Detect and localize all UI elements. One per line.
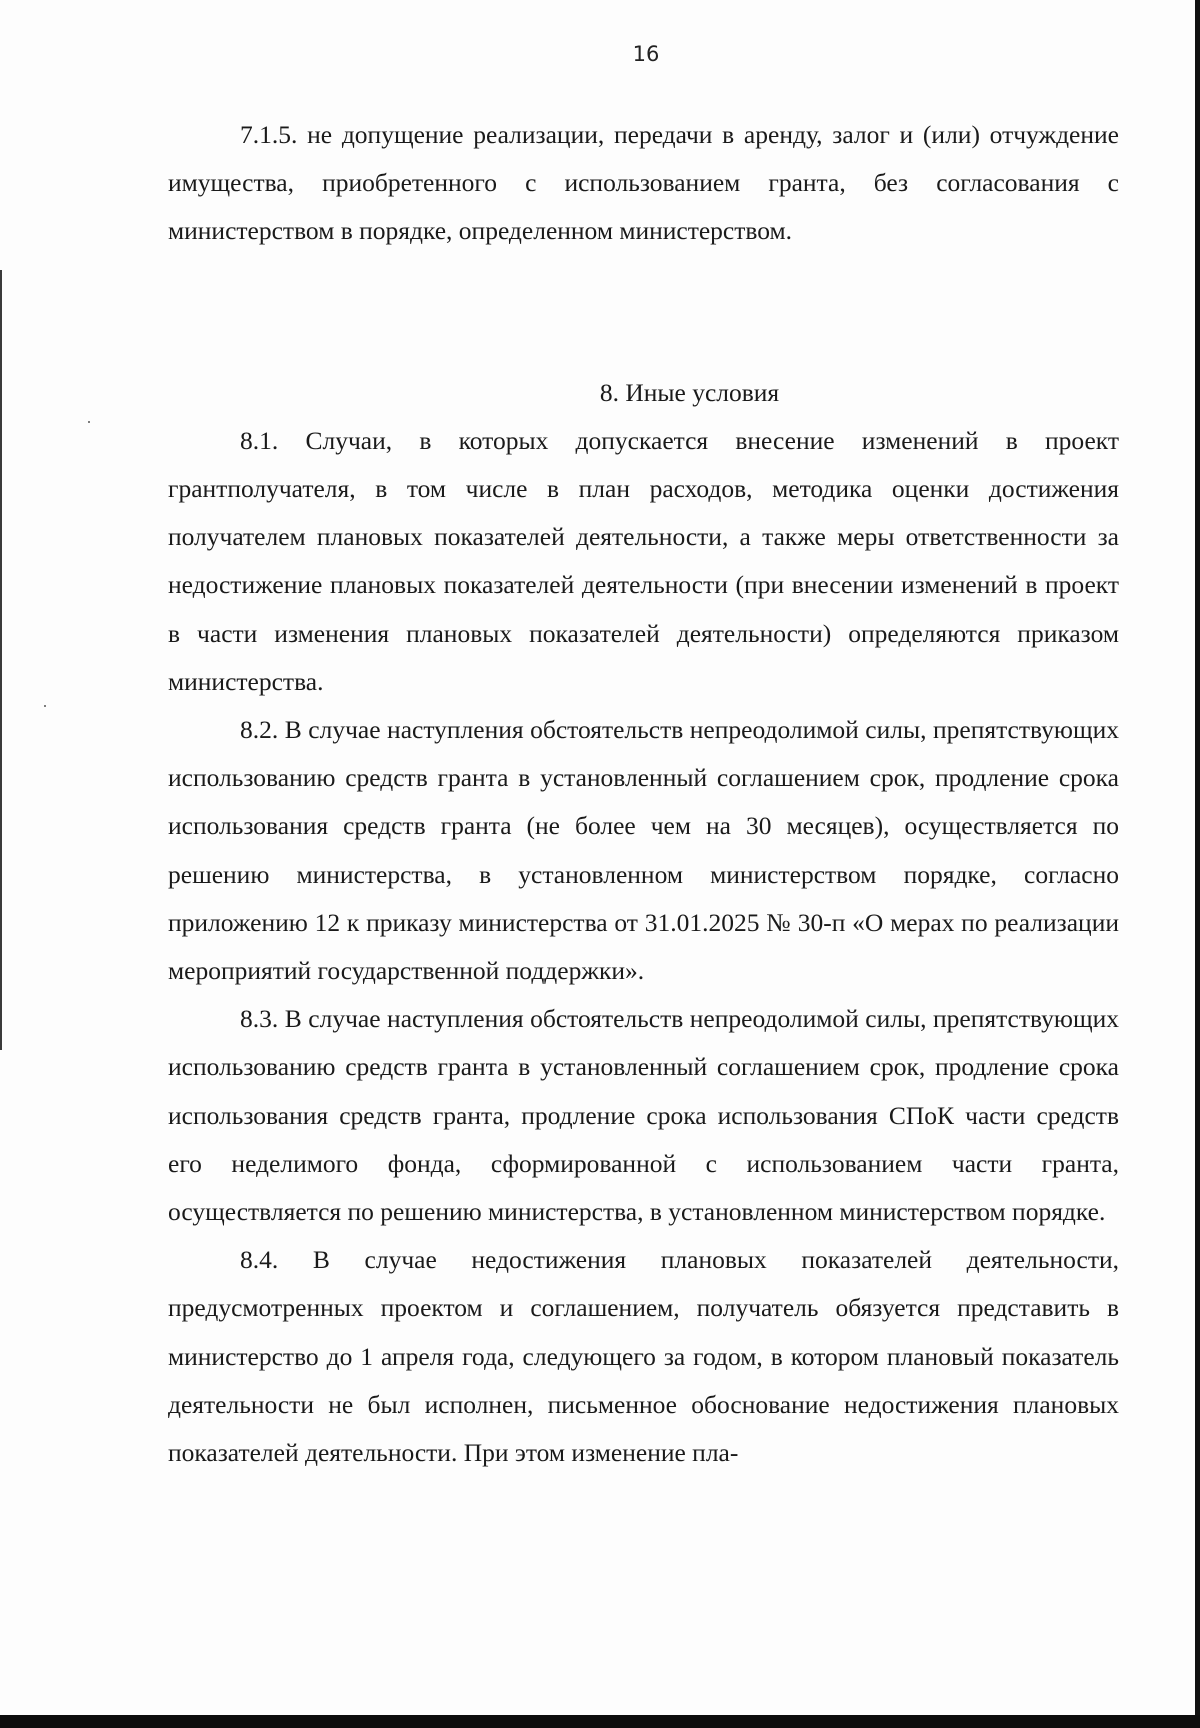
paragraph-8-1: 8.1. Случаи, в которых допускается внесение изменений в проект грантполучателя, в том числе в план расходов, методика оценки достижения получателем плановых показателей деятельности, а также меры ответственности за недостижение плановых показателей деятельности (при внесении изменений в проект в части изменения плановых показателей деятельности) определяются приказом министерства. <box>168 425 1119 696</box>
paragraph-8-3: 8.3. В случае наступления обстоятельств непреодолимой силы, препятствующих использованию средств гранта в установленный соглашением срок, продление срока использования средств гранта, продление срока использования СПоК части средств его неделимого фонда, сформированной с использованием части гранта, осуществляется по решению министерства, в установленном министерством порядке. <box>168 1004 1119 1227</box>
section-heading: 8. Иные условия <box>599 377 780 407</box>
scan-speck <box>88 421 90 423</box>
scan-speck <box>44 705 46 707</box>
scan-edge-left <box>0 270 2 1050</box>
page-number: 16 <box>632 42 660 66</box>
paragraph-8-4: 8.4. В случае недостижения плановых показателей деятельности, предусмотренных проектом и соглашением, получатель обязуется представить в министерство до 1 апреля года, следующего за годом, в котором плановый показатель деятельности не был исполнен, письменное обоснование недостижения плановых показателей деятельности. При этом изменение пла- <box>168 1245 1119 1468</box>
document-body <box>168 111 1119 1477</box>
paragraph-8-2: 8.2. В случае наступления обстоятельств непреодолимой силы, препятствующих использованию средств гранта в установленный соглашением срок, продление срока использования средств гранта (не более чем на 30 месяцев), осуществляется по решению министерства, в установленном министерством порядке, согласно приложению 12 к приказу министерства от 31.01.2025 № 30-п «О мерах по реализации мероприятий государственной поддержки». <box>168 715 1119 986</box>
scan-edge-bottom <box>0 1715 1200 1728</box>
scan-edge-right <box>1195 0 1200 1728</box>
paragraph-7-1-5: 7.1.5. не допущение реализации, передачи в аренду, залог и (или) отчуждение имущества, приобретенного с использованием гранта, без согласования с министерством в порядке, определенном министерством. <box>168 120 1119 246</box>
